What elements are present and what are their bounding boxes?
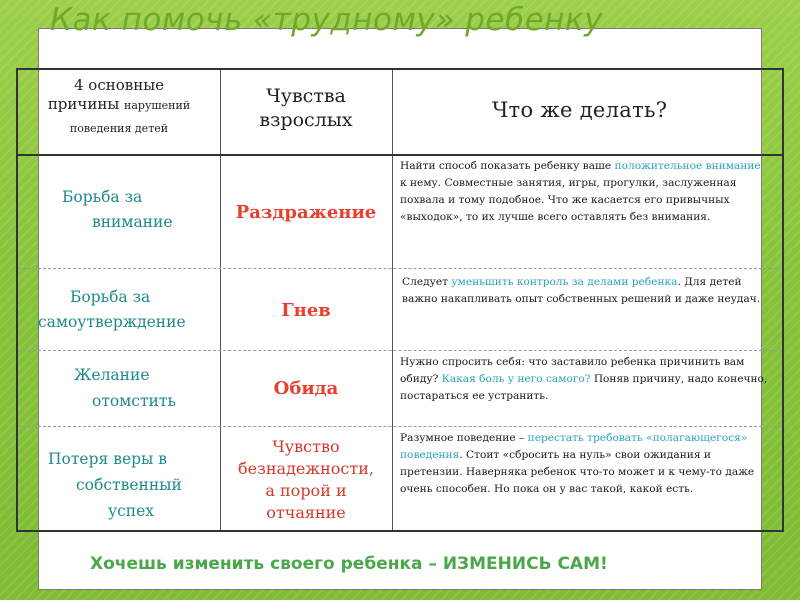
- advice-attention: [400, 158, 770, 226]
- advice-text: к нему. Совместные занятия, игры, прогулки, заслуженная похвала и тому подобное. Что же касается его привычных «выходок», то их лучше всего оставлять без внимания.: [400, 177, 737, 223]
- slide-title: Как помочь «трудному» ребенку: [50, 2, 603, 38]
- feeling-hopelessness-line3: а порой и: [265, 481, 347, 500]
- header-divider: [18, 154, 782, 156]
- cause-lost-faith-line1: Потеря веры в: [48, 450, 168, 468]
- advice-table: [16, 68, 784, 532]
- advice-highlight: уменьшить контроль за делами ребенка: [451, 276, 678, 288]
- cause-attention-line1: Борьба за: [62, 188, 143, 206]
- feeling-hopelessness-line4: отчаяние: [266, 503, 346, 522]
- cause-self-assertion-line1: Борьба за: [70, 288, 151, 306]
- header-causes-line1: 4 основные: [73, 76, 165, 94]
- advice-highlight: положительное: [614, 160, 703, 172]
- cause-lost-faith-line2: собственный: [76, 476, 182, 494]
- cause-revenge-line2: отомстить: [92, 392, 176, 410]
- slide-footer: Хочешь изменить своего ребенка – ИЗМЕНИСЬ САМ!: [90, 554, 608, 574]
- column-divider: [392, 70, 393, 530]
- advice-highlight: Какая боль у него самого?: [441, 373, 591, 385]
- cause-lost-faith-line3: успех: [108, 502, 155, 520]
- advice-text: . Для детей важно накапливать опыт собственных решений и даже неудач.: [402, 276, 761, 305]
- advice-highlight: внимание: [705, 160, 761, 172]
- cause-self-assertion-line2: самоутверждение: [38, 313, 186, 331]
- header-causes-line2b: нарушений: [124, 99, 191, 112]
- advice-self-assertion: [402, 274, 772, 308]
- header-causes-line3: поведения детей: [69, 122, 169, 135]
- header-actions: Что же делать?: [492, 98, 668, 122]
- row-divider: [18, 426, 782, 427]
- cause-attention-line2: внимание: [92, 213, 173, 231]
- advice-text: Следует: [402, 276, 452, 288]
- advice-text: Поняв причину, надо конечно, постараться ее устранить.: [400, 373, 768, 402]
- feeling-anger: Гнев: [281, 300, 331, 321]
- feeling-hopelessness-line1: Чувство: [272, 437, 340, 456]
- row-divider: [18, 350, 782, 351]
- row-divider: [18, 268, 782, 269]
- advice-text: Разумное поведение –: [400, 432, 528, 444]
- advice-highlight: перестать требовать «полагающегося» поведения: [400, 432, 748, 461]
- header-feelings: [220, 84, 392, 132]
- header-causes-line2a: причины: [47, 95, 125, 113]
- header-feelings-line1: Чувства: [266, 85, 346, 107]
- cause-revenge-line1: Желание: [74, 366, 150, 384]
- header-causes-line2: [18, 95, 220, 115]
- advice-revenge: [400, 354, 770, 405]
- feeling-irritation: Раздражение: [235, 202, 377, 223]
- advice-text: Найти способ показать ребенку ваше: [400, 160, 615, 172]
- feeling-resentment: Обида: [273, 378, 339, 399]
- advice-lost-faith: [400, 430, 770, 498]
- feeling-hopelessness: [220, 436, 392, 524]
- feeling-hopelessness-line2: безнадежности,: [238, 459, 374, 478]
- advice-text: . Стоит «сбросить на нуль» свои ожидания и претензии. Наверняка ребенок что-то может и к чему-то даже очень способен. Но пока он у вас такой, какой есть.: [400, 449, 755, 495]
- advice-text: Нужно спросить себя: что заставило ребенка причинить вам обиду?: [400, 356, 745, 385]
- header-causes: [18, 76, 220, 138]
- header-feelings-line2: взрослых: [259, 109, 353, 131]
